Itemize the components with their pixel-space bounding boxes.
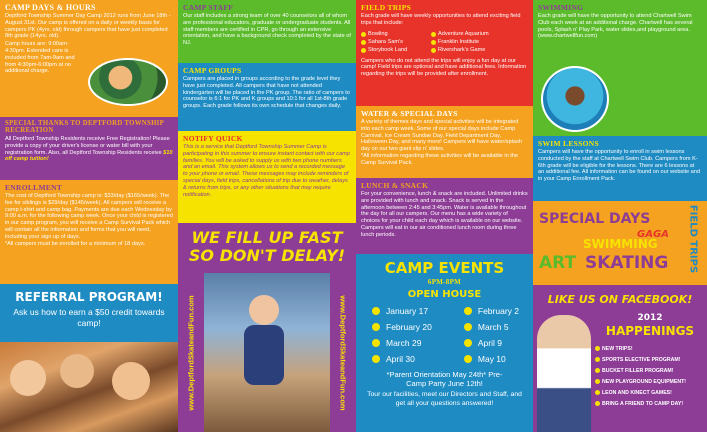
bullet-dot-icon [361, 32, 366, 37]
trip-label: Storybook Land [368, 47, 408, 54]
list-item [372, 335, 432, 351]
list-item [595, 354, 705, 365]
bullet-dot-icon [595, 346, 600, 351]
field-trips-section [356, 0, 533, 106]
panel-3 [356, 0, 533, 432]
date-label: April 30 [386, 354, 415, 364]
notify-heading: NOTIFY QUICK [183, 134, 243, 143]
lessons-text: Campers will have the opportunity to enroll in swim lessons conducted by the staff at Chartwell Swim Club. Campers from K-6th grade will be eligible for the lessons. There are 6 lessons at an additional fee. All information can be found on our website and in your Camp Enrollment Pack. [538, 149, 701, 183]
trips-left [361, 31, 431, 55]
photo-kids-icon [0, 342, 178, 432]
list-item [372, 351, 432, 367]
trip-label: Franklin Institute [438, 39, 480, 46]
water-heading: WATER & SPECIAL DAYS [361, 109, 458, 118]
groups-section [178, 63, 356, 131]
enrollment-section [0, 180, 178, 284]
happening-label: NEW PLAYGROUND EQUIPMENT! [602, 378, 686, 385]
bullet-dot-icon [372, 307, 380, 315]
bullet-dot-icon [595, 379, 600, 384]
field-text: Each grade will have weekly opportunities to attend exciting field trips that include: [361, 13, 521, 26]
lessons-heading: SWIM LESSONS [538, 139, 599, 148]
trip-label: Bowling [368, 31, 388, 38]
trip-label: Rivershark's Game [438, 47, 486, 54]
water-text: A variety of themes days and special activities will be integrated into each camp week. Some of our special days include Camp Carnival, Ice Cream Sundae Day, Field Department Day, Halloween Day, and many more! Campers will have water/splash day on our two giant slip n' slides. [361, 119, 522, 153]
list-item [431, 47, 489, 55]
thanks-text [5, 136, 173, 163]
enrollment-note: *All campers must be enrolled for a minimum of 18 days. [5, 240, 146, 247]
website-strip-right [330, 273, 356, 432]
photo-camper-icon [88, 58, 168, 106]
list-item [361, 39, 431, 47]
bullet-dot-icon [464, 339, 472, 347]
list-item [464, 319, 519, 335]
field-note: Campers who do not attend the trips will enjoy a fun day at our camp! Field trips are optional and have additional fees. Information regarding the trips will be provided after enrollment. [361, 57, 527, 78]
word-skating: SKATING [585, 253, 669, 273]
bullet-dot-icon [464, 307, 472, 315]
website-left: www.DeptfordSkateandFun.com [186, 295, 196, 411]
list-item [361, 31, 431, 39]
happening-label: NEW TRIPS! [602, 345, 633, 352]
camp-hours-text: Camp hours are: 9:00am- 4:30pm. Extended care is included from 7am-9am and from 4:30pm-6:00pm at no additional charge. [5, 41, 75, 75]
list-item [464, 351, 519, 367]
bullet-dot-icon [361, 40, 366, 45]
happenings-title: HAPPENINGS [605, 324, 695, 338]
bullet-dot-icon [431, 32, 436, 37]
lunch-section [356, 178, 533, 254]
happenings-year: 2012 [637, 313, 663, 323]
lunch-text: For your convenience, lunch & snack are included. Unlimited drinks are provided with lunch and snack. Snack is served in the afternoon between 2:45 and 3:45pm. Water is available throughout the day for all our campers. Our menu has a wide variety of choices for your child each day which is available on our website. Campers will eat in our air conditioned lunch room during three lunch periods. [361, 191, 528, 238]
trip-label: Adventure Aquarium [438, 31, 489, 38]
events-heading: CAMP EVENTS [384, 259, 505, 277]
list-item [372, 319, 432, 335]
thanks-highlight: $10 off camp tuition! [5, 149, 173, 163]
bullet-dot-icon [431, 48, 436, 53]
facebook-heading: LIKE US ON FACEBOOK! [547, 293, 693, 306]
bullet-dot-icon [464, 323, 472, 331]
happening-label: BRING A FRIEND TO CAMP DAY! [602, 400, 684, 407]
bullet-dot-icon [372, 323, 380, 331]
thanks-body: All Deptford Township Residents receive Free Registration! Please provide a copy of your driver's license or water bill with your registration form. Also, all Deptford Township Residents receive [5, 136, 170, 156]
bullet-dot-icon [372, 355, 380, 363]
staff-section [178, 0, 356, 63]
facebook-section [533, 285, 707, 432]
dates-left [372, 303, 432, 367]
date-label: January 17 [386, 306, 429, 316]
list-item [361, 47, 431, 55]
dates-grid [362, 300, 527, 367]
happening-label: SPORTS ELECTIVE PROGRAM! [602, 356, 681, 363]
date-label: February 20 [386, 322, 432, 332]
bullet-dot-icon [372, 339, 380, 347]
groups-heading: CAMP GROUPS [183, 66, 242, 75]
thanks-heading: SPECIAL THANKS TO DEPTFORD TOWNSHIP RECREATION [5, 120, 164, 134]
list-item [595, 387, 705, 398]
bullet-dot-icon [595, 401, 600, 406]
list-item [464, 335, 519, 351]
website-right: www.DeptfordSkateandFun.com [338, 295, 348, 411]
referral-text: Ask us how to earn a $50 credit towards camp! [13, 307, 165, 328]
bullet-dot-icon [595, 357, 600, 362]
bullet-dot-icon [595, 368, 600, 373]
fill-up-line2: SO DON'T DELAY! [188, 246, 346, 265]
photo-swimmer-icon [541, 66, 609, 132]
field-heading: FIELD TRIPS [361, 3, 412, 12]
open-house: OPEN HOUSE [407, 289, 482, 300]
date-label: April 9 [477, 338, 502, 348]
word-field-trips: FIELD TRIPS [687, 204, 699, 274]
lunch-heading: LUNCH & SNACK [361, 181, 429, 190]
bullet-dot-icon [431, 40, 436, 45]
notify-text: This is a service that Deptford Township Summer Camp is participating in this summer to ensure instant contact with our camp families. You will be asked to supply us with two phone numbers and an email. This system allows us to send a recorded message to your phone or email. These messages may include reminders of special days, field trips, cancellations of trip due to weather, delays & returns from trips, or any other situations that may require notification. [183, 144, 350, 198]
camp-days-heading: CAMP DAYS & HOURS [5, 3, 96, 12]
trips-right [431, 31, 489, 55]
water-section [356, 106, 533, 178]
list-item [431, 31, 489, 39]
happening-label: BUCKET FILLER PROGRAM! [602, 367, 674, 374]
word-special-days: SPECIAL DAYS [539, 211, 651, 227]
swimming-heading: SWIMMING [538, 3, 584, 12]
list-item [595, 398, 705, 409]
referral-section [0, 284, 178, 342]
trips-list [361, 31, 528, 55]
panel-2 [178, 0, 356, 432]
bullet-dot-icon [361, 48, 366, 53]
camp-days-text: Deptford Township Summer Day Camp 2012 runs from June 18th - August 31st. Our camp is offered on a daily or weekly basis for campers PK (4yrs. old) through campers that have just completed 8th grade (14yrs. old). [5, 13, 171, 40]
happening-label: LEON AND KINECT GAMES! [602, 389, 672, 396]
list-item [595, 365, 705, 376]
happenings-list [595, 343, 705, 409]
enrollment-text: The cost of Deptford Township camp is: $33/day ($165/week). The fee for siblings is $29/day ($145/week). All campers will receive a camp t-shirt and camp bag. Payments are due each Wednesday by 9:00 a.m. for the following camp week. Once your child is registered in our camp program, you will receive a Camp Survival Pack which will contain all the information and forms that you will need, including your sign up of days. [5, 193, 173, 240]
enrollment-heading: ENROLLMENT [5, 183, 63, 192]
water-note: *All information regarding these activities will be available in the Camp Survival Pack. [361, 152, 519, 166]
groups-text: Campers are placed in groups according to the grade level they have just completed. All campers that have not attended kindergarten will be placed in the PK group. The ratio of campers to counselor is 6:1 for PK and K groups and 10:1 for all 1st-8th grade groups. Each grade follows its own schedule that changes daily. [183, 76, 350, 110]
events-time: 6PM-8PM [427, 278, 462, 286]
staff-text: Our staff includes a strong team of over 40 counselors all of whom are professional educators, graduate or undergraduate students. All staff members are certified in CPR, go through an extensive orientation, and have a background check completed by the state of NJ. [183, 13, 351, 47]
date-label: May 10 [477, 354, 506, 364]
activities-words [533, 201, 707, 285]
date-label: February 2 [477, 306, 519, 316]
events-section [356, 254, 533, 432]
list-item [372, 303, 432, 319]
panel-4 [533, 0, 707, 432]
fill-up-line1: WE FILL UP FAST [191, 228, 343, 247]
trip-label: Sahara Sam's [368, 39, 403, 46]
word-swimming: SWIMMING [583, 237, 658, 251]
swimming-text: Each grade will have the opportunity to attend Chartwell Swim Club each week at an additional charge. Chartwell has several pools, Splash n' Play Park, water slides,and playground area. (www.chartwellfun.com) [538, 13, 693, 40]
word-gaga: GAGA [637, 229, 669, 240]
orientation-text: *Parent Orientation May 24th* Pre-Camp Party June 12th! [386, 370, 503, 388]
thanks-section [0, 117, 178, 180]
photo-boy-icon [537, 315, 591, 432]
list-item [595, 343, 705, 354]
notify-section [178, 131, 356, 223]
fill-up-banner [178, 223, 356, 273]
bullet-dot-icon [464, 355, 472, 363]
tour-text: Tour our facilities, meet our Directors and Staff, and get all your questions answered! [367, 391, 522, 407]
lessons-section [533, 136, 707, 201]
photo-climber-icon [204, 273, 330, 432]
referral-heading: REFERRAL PROGRAM! [15, 290, 163, 304]
dates-right [464, 303, 519, 367]
list-item [464, 303, 519, 319]
word-art: ART [539, 253, 577, 273]
date-label: March 29 [386, 338, 422, 348]
panel-1 [0, 0, 178, 432]
staff-heading: CAMP STAFF [183, 3, 234, 12]
bullet-dot-icon [595, 390, 600, 395]
date-label: March 5 [477, 322, 509, 332]
list-item [595, 376, 705, 387]
list-item [431, 39, 489, 47]
website-strip-left [178, 273, 204, 432]
